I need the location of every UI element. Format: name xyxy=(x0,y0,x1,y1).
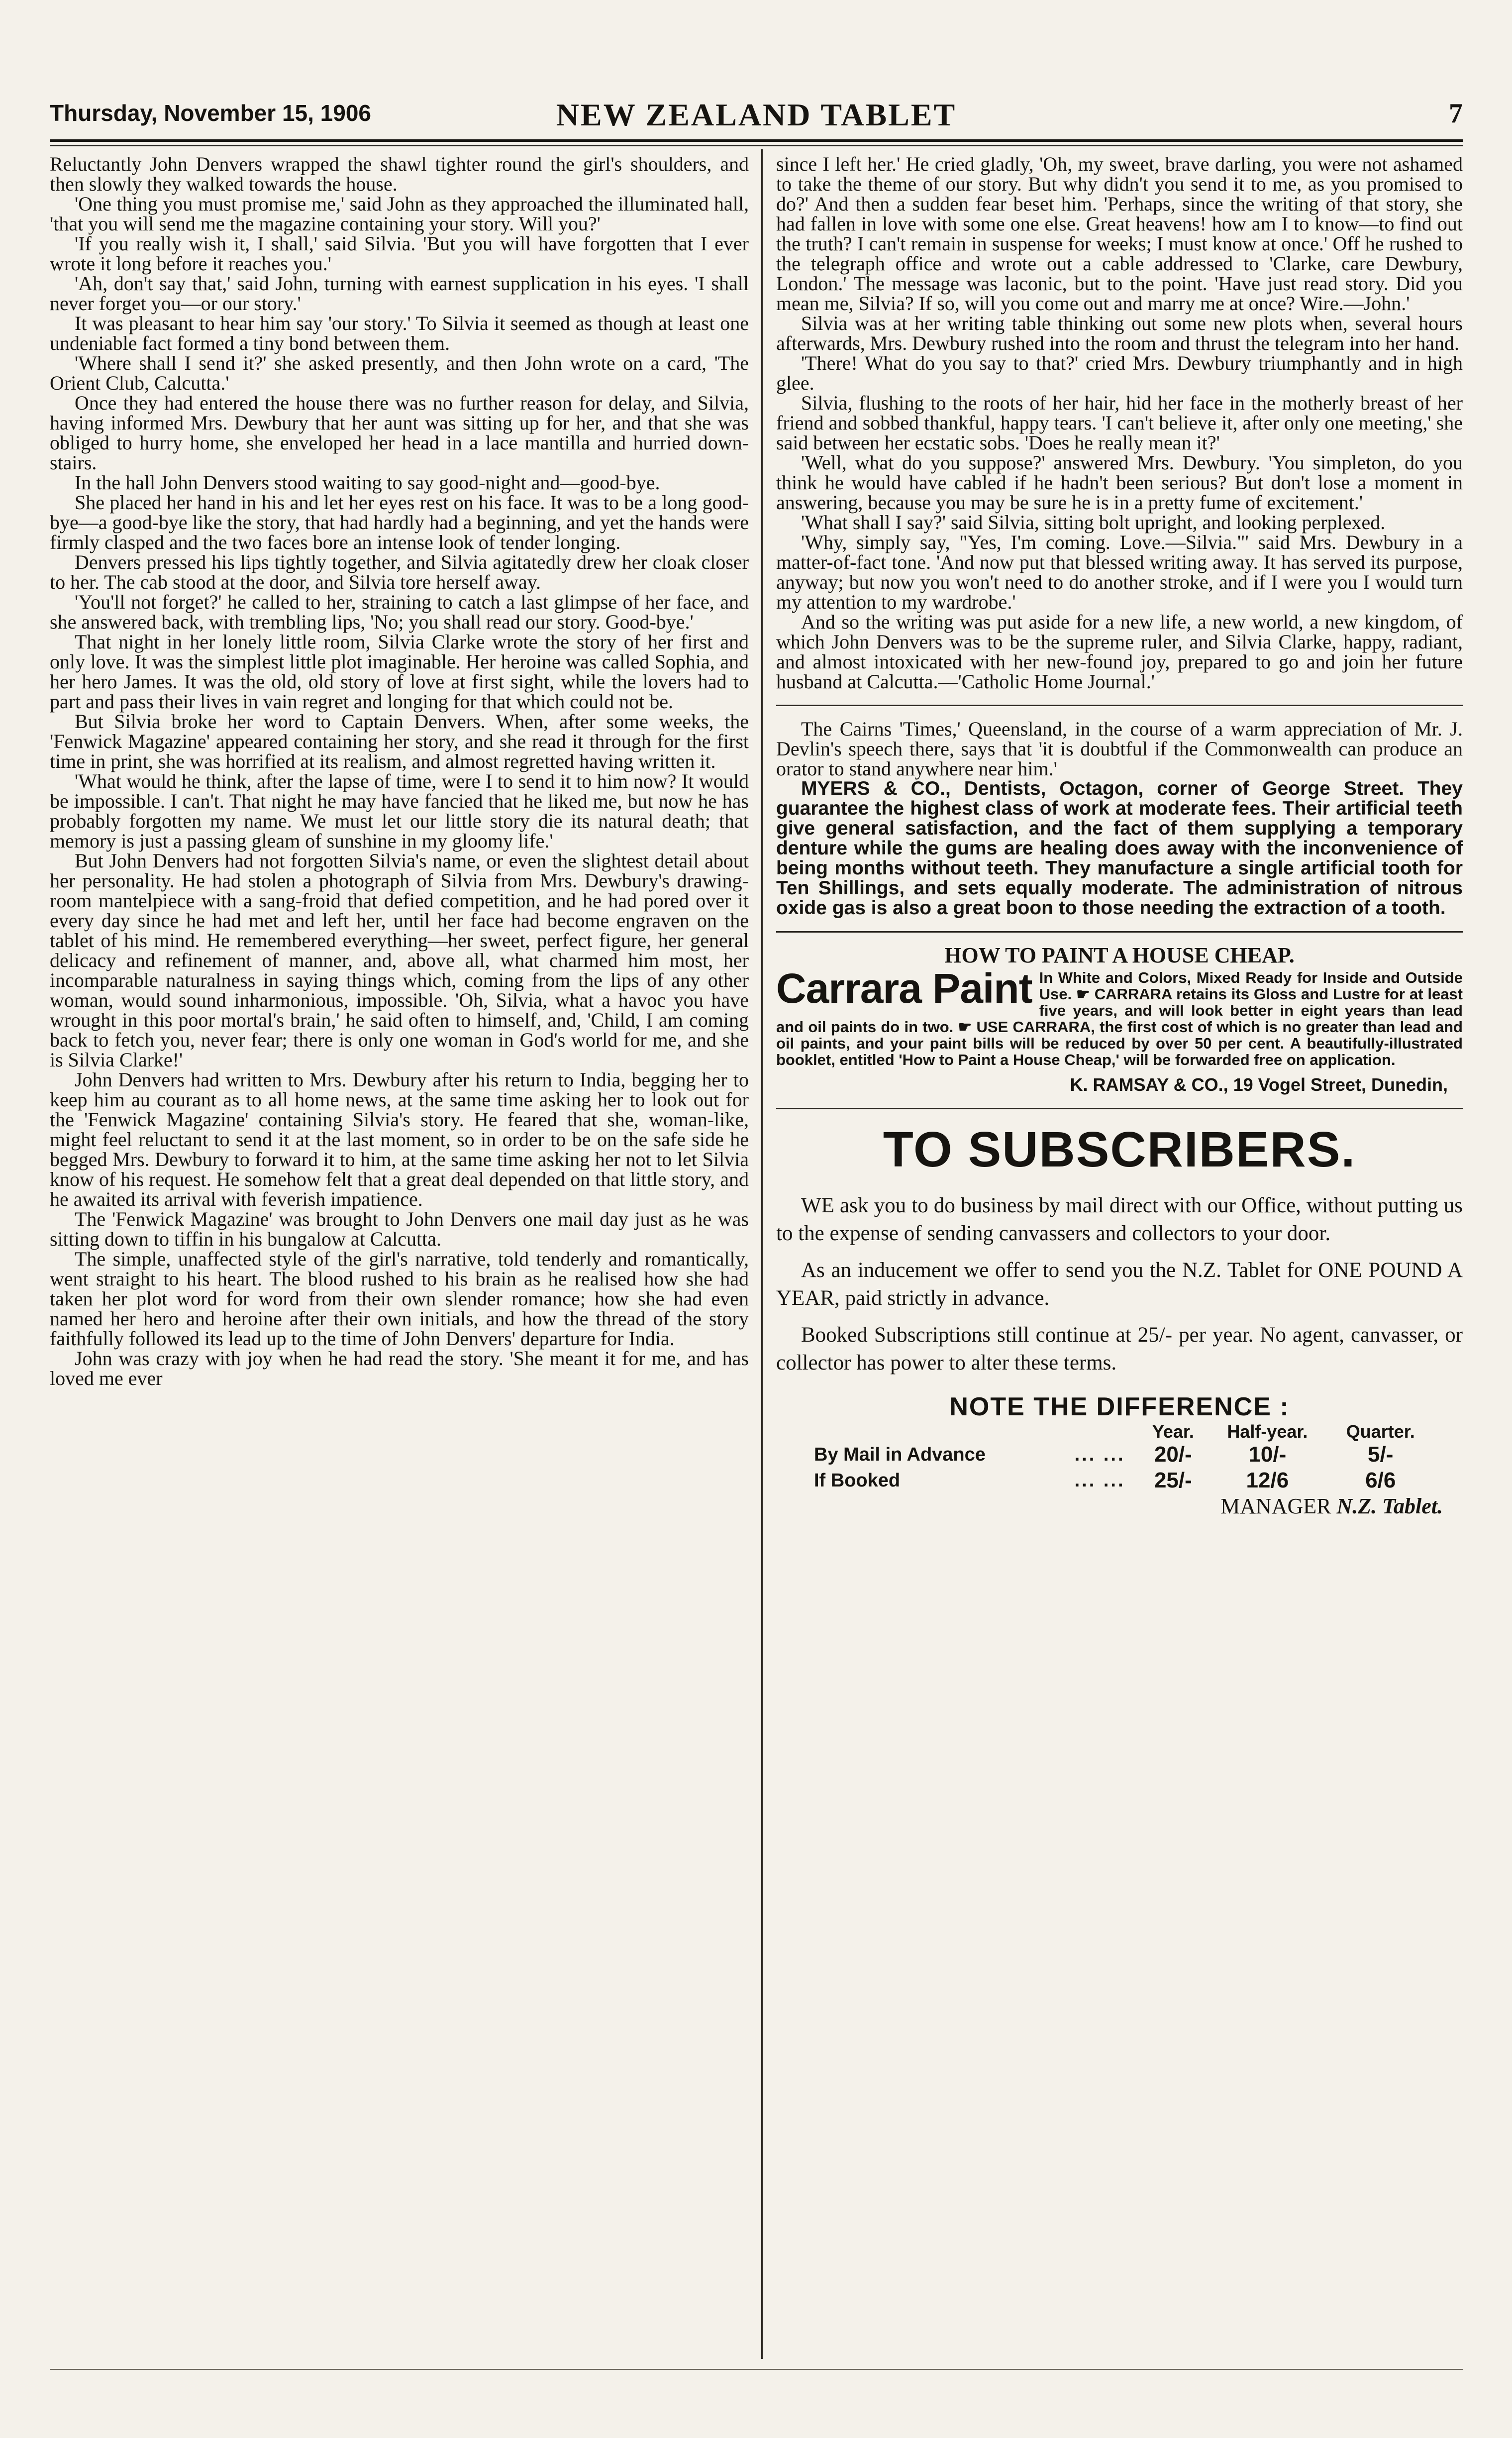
subscribers-heading: TO SUBSCRIBERS. xyxy=(883,1122,1356,1177)
section-divider xyxy=(776,705,1463,706)
section-divider xyxy=(776,1108,1463,1109)
rates-row xyxy=(811,1442,1433,1468)
rates-column-header: Quarter. xyxy=(1346,1421,1415,1442)
rate-half-year: 12/6 xyxy=(1246,1468,1289,1492)
story-paragraph: 'There! What do you say to that?' cried Mrs. Dewbury triumphantly and in high glee. xyxy=(776,352,1463,394)
rate-year: 20/- xyxy=(1154,1442,1192,1467)
rate-quarter: 5/- xyxy=(1368,1442,1394,1467)
subscribers-notice xyxy=(776,1122,1463,1516)
rates-row-label: By Mail in Advance xyxy=(814,1444,986,1465)
story-paragraph: 'What would he think, after the lapse of time, were I to send it to him now? It would be impossible. I can't. That night he may have fancied that he liked me, but now he has probably forgotten my name. We must let our little story die its natural death; that memory is just a passing gleam of sunshine in my gloomy life.' xyxy=(50,770,749,852)
story-paragraph: That night in her lonely little room, Silvia Clarke wrote the story of her first and only love. It was the simplest little plot imaginable. Her heroine was called Sophia, and her hero James. It was the old, old story of love at first sight, while the lovers had to part and pass their lives in vain regret and longing for that which could not be. xyxy=(50,631,749,713)
manager-label: MANAGER xyxy=(1220,1494,1331,1518)
rate-year: 25/- xyxy=(1154,1468,1192,1492)
story-paragraph: Silvia, flushing to the roots of her hair, hid her face in the motherly breast of her friend and sobbed thankful, happy tears. 'I can't believe it, after only one meeting,' she said between her ecstatic sobs. 'Does he really mean it?' xyxy=(776,392,1463,454)
story-paragraph: But John Denvers had not forgotten Silvia's name, or even the slightest detail about her personality. He had stolen a photograph of Silvia from Mrs. Dewbury's drawing-room mantelpiece with a sang-froid that defied competition, and he had pored over it every day since he had met and left her, until her face had become engraven on the tablet of his mind. He remembered everything—her sweet, perfect figure, her general delicacy and refinement of manner, and, above all, what charmed him most, her incomparable naturalness in saying things which, coming from the lips of any other woman, would sound inharmonious, impossible. 'Oh, Silvia, what a havoc you have wrought in this poor mortal's brain,' he said often to himself, and, 'Child, I am coming back to fetch you, never fear; there is only one woman in God's world for me, and she is Silvia Clarke!' xyxy=(50,849,749,1071)
rates-column-header: Year. xyxy=(1152,1421,1194,1442)
carrara-brand: Carrara Paint xyxy=(776,965,1032,1012)
paint-advert-signoff: K. RAMSAY & CO., 19 Vogel Street, Dunedin, xyxy=(1070,1074,1448,1095)
rates-column-header: Half-year. xyxy=(1227,1421,1308,1442)
story-paragraph: since I left her.' He cried gladly, 'Oh, my sweet, brave darling, you were not ashamed to take the theme of our story. But why didn't you send it to me, as you promised to do?' And then a sudden fear beset him. 'Perhaps, since the writing of that story, she had fallen in love with some one else. Great heavens! how am I to know—to find out the truth? I can't remain in suspense for weeks; I must know at once.' Off he rushed to the telegraph office and wrote out a cable addressed to 'Clarke, care Dewbury, London.' The message was laconic, but to the point. 'Have just read story. Did you mean me, Silvia? If so, will you come out and marry me at once? Wire.—John.' xyxy=(776,153,1463,315)
rate-quarter: 6/6 xyxy=(1365,1468,1396,1492)
subscribers-paragraph: As an inducement we offer to send you the N.Z. Tablet for ONE POUND A YEAR, paid strictly in advance. xyxy=(776,1259,1463,1310)
rates-row xyxy=(811,1468,1433,1493)
story-paragraph: 'Well, what do you suppose?' answered Mrs. Dewbury. 'You simpleton, do you think he would have cabled if he hadn't been serious? But don't lose a moment in answering, because you may be sure he is in a pretty fume of excitement.' xyxy=(776,451,1463,514)
story-paragraph: 'What shall I say?' said Silvia, sitting bolt upright, and looking perplexed. xyxy=(801,511,1386,533)
header-rule-thin xyxy=(50,145,1463,146)
leader-dots: ... ... xyxy=(1074,1470,1125,1491)
page-number: 7 xyxy=(1449,98,1463,129)
story-paragraph: Silvia was at her writing table thinking out some new plots when, several hours afterwards, Mrs. Dewbury rushed into the room and thrust the telegram into her hand. xyxy=(776,312,1463,354)
paint-advert-text: In White and Colors, Mixed Ready for Inside and Outside Use. ☛ CARRARA retains its Gloss and Lustre for at least five years, and will look better in eight years than lead and oil paints do in two. ☛ USE CARRARA, the first cost of which is no greater than lead and oil paints, and your paint bills will be reduced by over 50 per cent. A beautifully-illustrated booklet, entitled 'How to Paint a House Cheap,' will be forwarded free on application. xyxy=(776,969,1463,1068)
rate-half-year: 10/- xyxy=(1248,1442,1287,1467)
manager-signoff xyxy=(776,1496,1463,1516)
manager-publication: N.Z. Tablet. xyxy=(1336,1494,1443,1518)
rates-table xyxy=(811,1422,1433,1493)
story-paragraph: 'Why, simply say, "Yes, I'm coming. Love.—Silvia."' said Mrs. Dewbury in a matter-of-fact tone. 'And now put that blessed writing away. It has served its purpose, anyway; but now you won't need to do another stroke, and if I were you I would turn my attention to my wardrobe.' xyxy=(776,531,1463,613)
paint-advert xyxy=(776,943,1463,1095)
leader-dots: ... ... xyxy=(1074,1444,1125,1465)
story-paragraph: 'You'll not forget?' he called to her, straining to catch a last glimpse of her face, and she answered back, with trembling lips, 'No; you shall read our story. Good-bye.' xyxy=(50,591,749,633)
story-paragraph: John was crazy with joy when he had read the story. 'She meant it for me, and has loved me ever xyxy=(50,1347,749,1389)
story-paragraph: Reluctantly John Denvers wrapped the shawl tighter round the girl's shoulders, and then slowly they walked towards the house. xyxy=(50,153,749,195)
news-notice: The Cairns 'Times,' Queensland, in the course of a warm appreciation of Mr. J. Devlin's speech there, says that 'it is doubtful if the Commonwealth can produce an orator to stand anywhere near him.' xyxy=(776,718,1463,780)
paint-advert-heading: HOW TO PAINT A HOUSE CHEAP. xyxy=(944,943,1295,967)
story-paragraph: In the hall John Denvers stood waiting to say good-night and—good-bye. xyxy=(75,471,660,494)
story-paragraph: She placed her hand in his and let her eyes rest on his face. It was to be a long good-bye—a good-bye like the story, that had hardly had a beginning, and yet the hands were firmly clasped and the two faces bore an intense look of tender longing. xyxy=(50,491,749,553)
story-paragraph: 'One thing you must promise me,' said John as they approached the illuminated hall, 'that you will send me the magazine containing your story. Will you?' xyxy=(50,193,749,235)
story-column-left xyxy=(50,154,749,1388)
story-paragraph: The simple, unaffected style of the girl's narrative, told tenderly and romantically, went straight to his heart. The blood rushed to his brain as he realised how she had taken her plot word for word from their own slender romance; how she had even named her hero and heroine after their own initials, and how the thread of the story faithfully followed its lead up to the time of John Denvers' departure for India. xyxy=(50,1248,749,1350)
masthead-title: NEW ZEALAND TABLET xyxy=(556,97,957,132)
subscribers-paragraph: Booked Subscriptions still continue at 25/- per year. No agent, canvasser, or collector has power to alter these terms. xyxy=(776,1323,1463,1375)
story-paragraph: Denvers pressed his lips tightly together, and Silvia agitatedly drew her cloak closer to her. The cab stood at the door, and Silvia tore herself away. xyxy=(50,551,749,593)
story-paragraph: The 'Fenwick Magazine' was brought to John Denvers one mail day just as he was sitting down to tiffin in his bungalow at Calcutta. xyxy=(50,1208,749,1250)
story-paragraph: It was pleasant to hear him say 'our story.' To Silvia it seemed as though at least one undeniable fact formed a tiny bond between them. xyxy=(50,312,749,354)
rates-header-row xyxy=(811,1422,1433,1442)
column-divider xyxy=(761,149,763,2359)
story-column-right xyxy=(776,154,1463,1516)
story-paragraph: 'If you really wish it, I shall,' said Silvia. 'But you will have forgotten that I ever wrote it long before it reaches you.' xyxy=(50,232,749,275)
story-paragraph: Once they had entered the house there was no further reason for delay, and Silvia, having informed Mrs. Dewbury that her aunt was sitting up for her, and that she was obliged to hurry home, she enveloped her head in a lace mantilla and hurried down-stairs. xyxy=(50,392,749,474)
story-paragraph: And so the writing was put aside for a new life, a new world, a new kingdom, of which John Denvers was to be the supreme ruler, and Silvia Clarke, happy, radiant, and almost intoxicated with her new-found joy, prepared to go and join her future husband at Calcutta.—'Catholic Home Journal.' xyxy=(776,611,1463,693)
dentist-advert: MYERS & CO., Dentists, Octagon, corner of George Street. They guarantee the highest class of work at moderate fees. Their artificial teeth give general satisfaction, and the fact of them supplying a temporary denture while the gums are healing does away with the inconvenience of being months without teeth. They manufacture a single artificial tooth for Ten Shillings, and sets equally moderate. The administration of nitrous oxide gas is also a great boon to those needing the extraction of a tooth. xyxy=(776,778,1463,919)
page-bottom-rule xyxy=(50,2369,1463,2370)
story-paragraph: John Denvers had written to Mrs. Dewbury after his return to India, begging her to keep him au courant as to all home news, at the same time asking her to look out for the 'Fenwick Magazine' containing Silvia's story. He feared that she, woman-like, might feel reluctant to send it at the last moment, so in order to be on the safe side he begged Mrs. Dewbury to forward it to him, at the same time asking her not to let Silvia know of his request. He somehow felt that a great deal depended on that little story, and he awaited its arrival with feverish impatience. xyxy=(50,1068,749,1210)
story-paragraph: 'Ah, don't say that,' said John, turning with earnest supplication in his eyes. 'I shall never forget you—or our story.' xyxy=(50,272,749,315)
note-heading: NOTE THE DIFFERENCE : xyxy=(949,1392,1290,1421)
subscribers-paragraph: WE ask you to do business by mail direct with our Office, without putting us to the expense of sending canvassers and collectors to your door. xyxy=(776,1194,1463,1245)
page-header xyxy=(50,97,1463,139)
rates-row-label: If Booked xyxy=(814,1470,901,1491)
story-paragraph: But Silvia broke her word to Captain Denvers. When, after some weeks, the 'Fenwick Magazine' appeared containing her story, and she read it through for the first time in print, she was horrified at its realism, and almost regretted having written it. xyxy=(50,710,749,772)
story-paragraph: 'Where shall I send it?' she asked presently, and then John wrote on a card, 'The Orient Club, Calcutta.' xyxy=(50,352,749,394)
paint-advert-body xyxy=(776,965,1463,1068)
header-rule xyxy=(50,139,1463,142)
issue-date: Thursday, November 15, 1906 xyxy=(50,100,371,126)
section-divider xyxy=(776,931,1463,933)
